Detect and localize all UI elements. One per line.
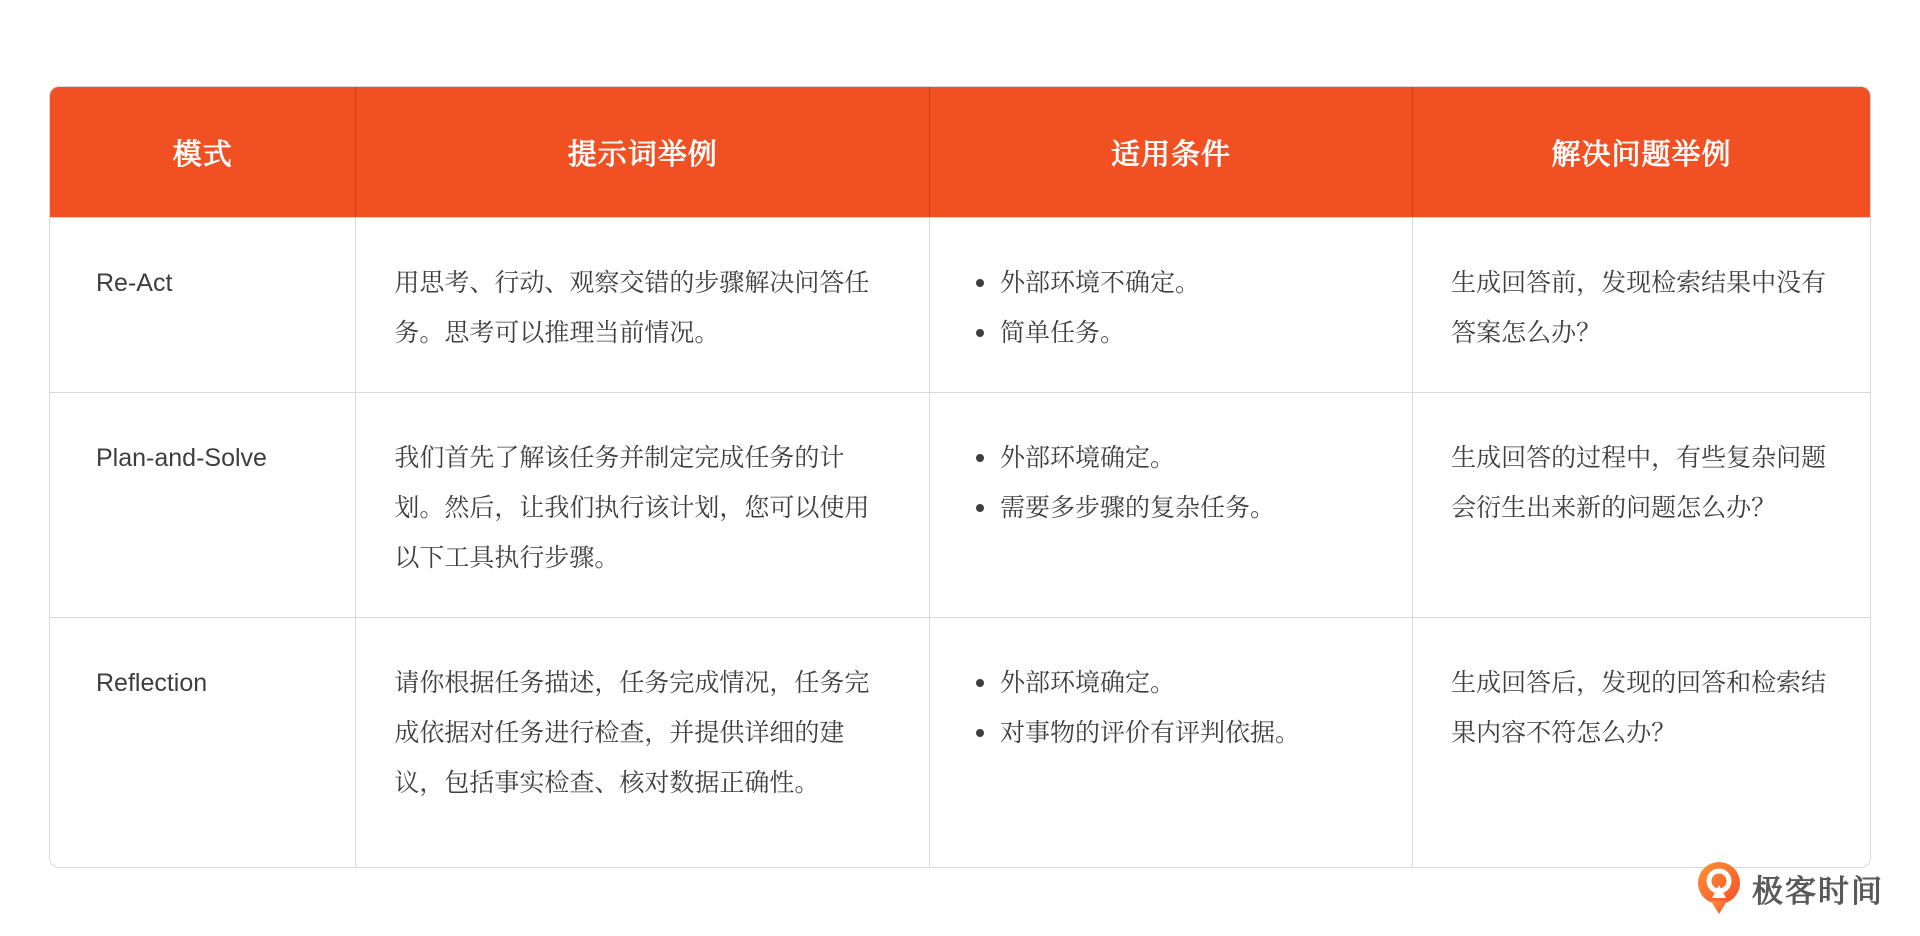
conditions-cell — [929, 218, 1412, 392]
table-header-row — [50, 87, 1870, 217]
prompt-example: 用思考、行动、观察交错的步骤解决问答任务。思考可以推理当前情况。 — [355, 218, 929, 392]
conditions-list — [968, 658, 1370, 758]
mode-name: Re-Act — [96, 269, 173, 297]
header-cell-mode: 模式 — [172, 138, 233, 171]
geektime-logo-icon — [1696, 862, 1742, 914]
comparison-table — [49, 86, 1871, 868]
condition-item: 外部环境确定。 — [968, 658, 1370, 708]
problem-example: 生成回答的过程中，有些复杂问题会衍生出来新的问题怎么办？ — [1412, 393, 1870, 617]
table-row — [50, 392, 1870, 617]
header-cell-conditions: 适用条件 — [929, 87, 1412, 217]
condition-item: 外部环境确定。 — [968, 433, 1370, 483]
problem-example: 生成回答前，发现检索结果中没有答案怎么办？ — [1412, 218, 1870, 392]
header-cell-prompt-example: 提示词举例 — [355, 87, 929, 217]
table-row — [50, 217, 1870, 392]
table-row — [50, 617, 1870, 867]
condition-item: 需要多步骤的复杂任务。 — [968, 483, 1370, 533]
conditions-cell — [929, 393, 1412, 617]
condition-item: 对事物的评价有评判依据。 — [968, 708, 1370, 758]
condition-item: 外部环境不确定。 — [968, 258, 1370, 308]
condition-item: 简单任务。 — [968, 308, 1370, 358]
conditions-cell — [929, 618, 1412, 867]
prompt-example: 请你根据任务描述，任务完成情况，任务完成依据对任务进行检查，并提供详细的建议，包括事实检查、核对数据正确性。 — [355, 618, 929, 867]
mode-name: Plan-and-Solve — [96, 444, 267, 472]
conditions-list — [968, 258, 1370, 358]
mode-name: Reflection — [96, 669, 208, 697]
geektime-brand — [1696, 862, 1884, 914]
geektime-brand-text: 极客时间 — [1752, 873, 1884, 909]
prompt-example: 我们首先了解该任务并制定完成任务的计划。然后，让我们执行该计划，您可以使用以下工具执行步骤。 — [355, 393, 929, 617]
problem-example: 生成回答后，发现的回答和检索结果内容不符怎么办？ — [1412, 618, 1870, 867]
header-cell-problem-example: 解决问题举例 — [1412, 87, 1870, 217]
conditions-list — [968, 433, 1370, 533]
